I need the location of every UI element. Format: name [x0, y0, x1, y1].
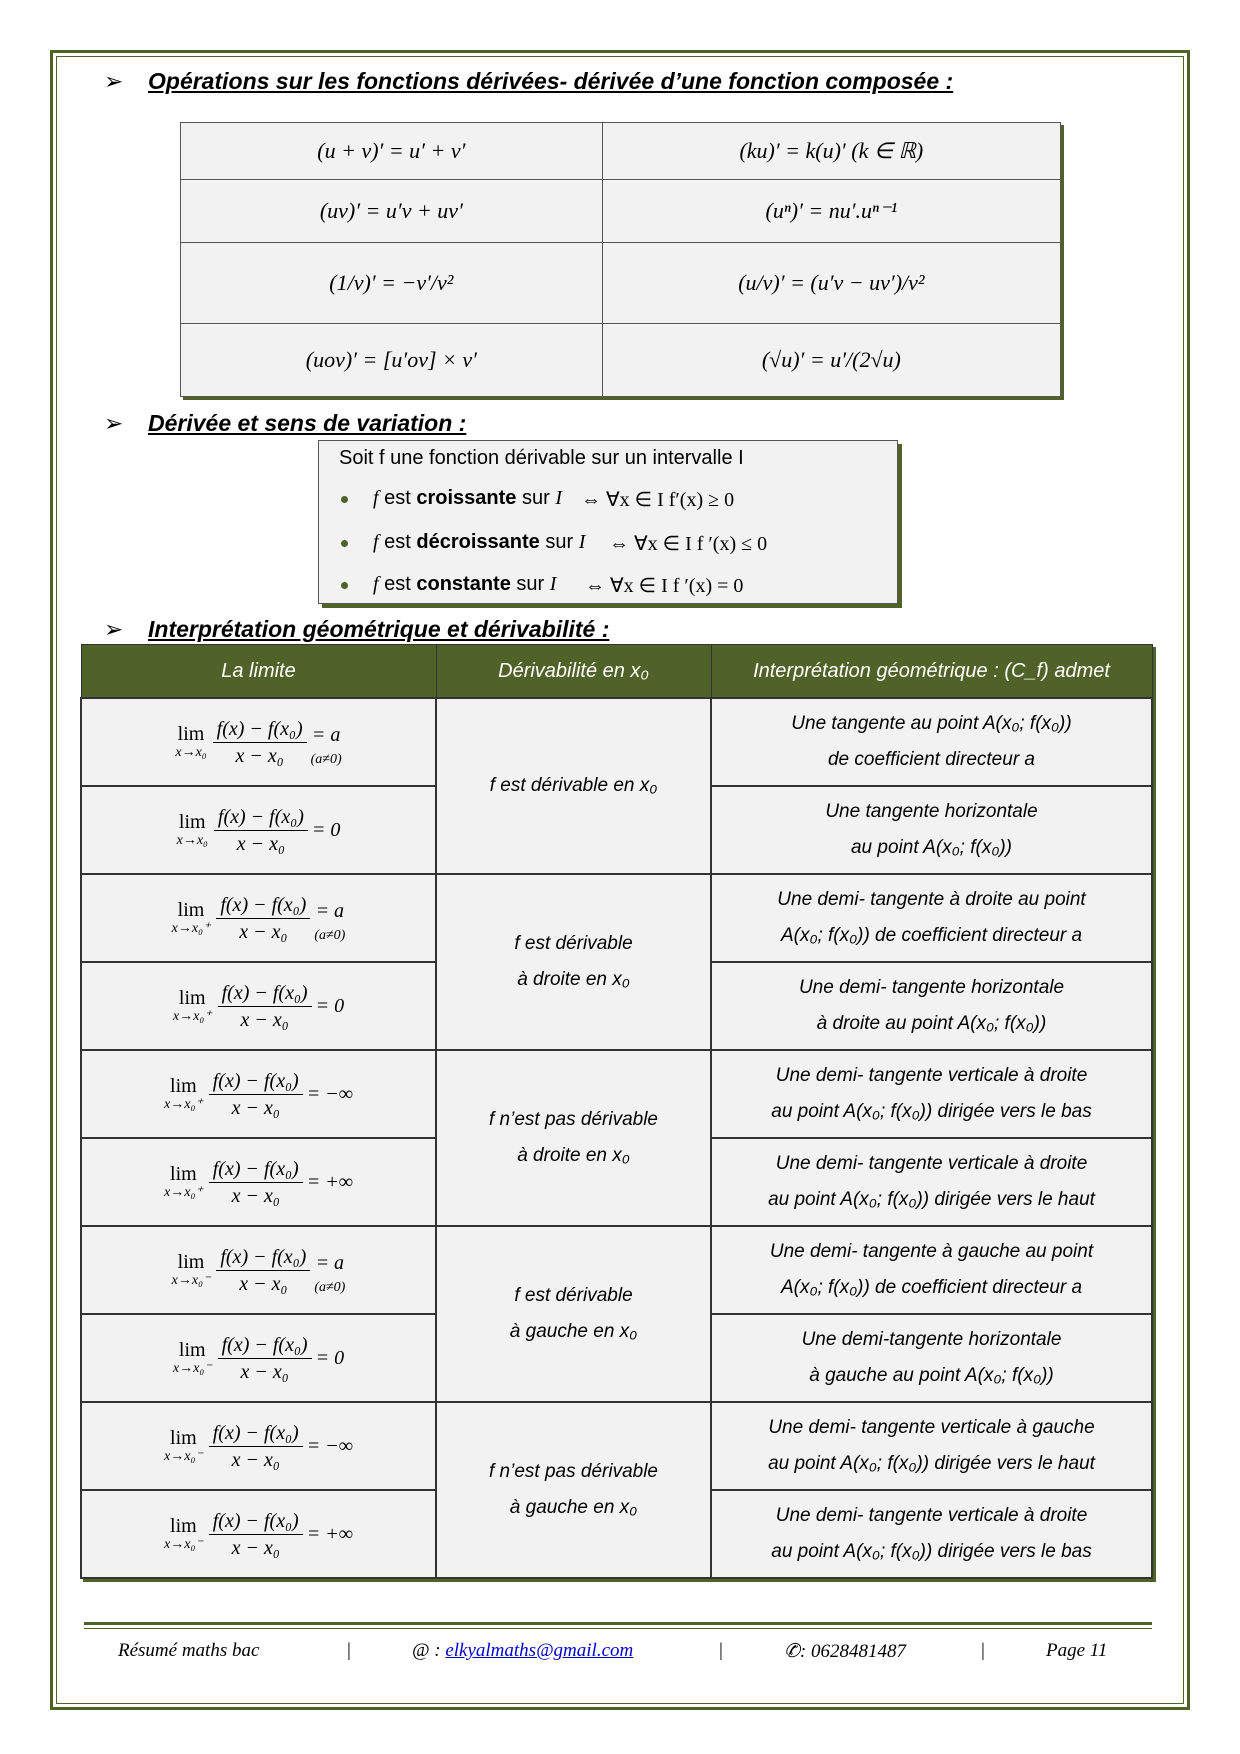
derivability-cell: [436, 1402, 711, 1578]
interpretation-cell: [711, 698, 1152, 786]
section-title: Interprétation géométrique et dérivabilité :: [148, 616, 610, 642]
interpretation-text: Une tangente horizontale: [825, 801, 1038, 822]
limit-result: = 0: [315, 1347, 345, 1369]
lim-operator: lim x→x₀⁻: [172, 1339, 212, 1376]
limit-cell: [81, 1314, 436, 1402]
email-link[interactable]: elkyalmaths@gmail.com: [445, 1640, 634, 1661]
derivability-text: à droite en x₀: [517, 1145, 630, 1166]
interpretation-cell: [711, 1314, 1152, 1402]
section-heading-operations: [104, 68, 953, 95]
derivability-text: f est dérivable en x₀: [489, 775, 658, 796]
interpretation-cell: [711, 1226, 1152, 1314]
interpretation-cell: [711, 1490, 1152, 1578]
derivability-text: f n’est pas dérivable: [489, 1461, 658, 1482]
table-row: [81, 1226, 1152, 1314]
interpretation-text: à gauche au point A(x₀; f(x₀)): [809, 1365, 1054, 1386]
interpretation-text: Une demi- tangente verticale à gauche: [768, 1417, 1095, 1438]
interpretation-cell: [711, 962, 1152, 1050]
interpretation-text: Une demi- tangente verticale à droite: [775, 1505, 1088, 1526]
limit-cell: [81, 874, 436, 962]
derivability-cell: [436, 874, 711, 1050]
rule-cell: (uⁿ)′ = nu′.uⁿ⁻¹: [602, 180, 1060, 243]
limit-cell: [81, 698, 436, 786]
limit-cell: [81, 1490, 436, 1578]
table-row: [81, 1402, 1152, 1490]
bullet-dot-icon: [341, 540, 348, 547]
difference-quotient: $\frac{\text{f(x) − f(x₀)}}{\text{x − x₀}}$: [218, 1332, 312, 1385]
footer-phone: ✆: 0628481487: [784, 1641, 906, 1662]
derivability-text: f n’est pas dérivable: [489, 1109, 658, 1130]
variation-intro: Soit f une fonction dérivable sur un intervalle I: [339, 447, 744, 469]
interpretation-cell: [711, 874, 1152, 962]
limit-cell: [81, 1050, 436, 1138]
variation-statement: f est décroissante sur I: [373, 531, 586, 553]
footer-separator: |: [346, 1640, 352, 1661]
difference-quotient: $\frac{\text{f(x) − f(x₀)}}{\text{x − x₀}}$: [209, 1508, 303, 1561]
interpretation-text: Une demi- tangente verticale à droite: [775, 1065, 1088, 1086]
interpretation-text: Une tangente au point A(x₀; f(x₀)): [791, 713, 1072, 734]
derivability-text: à gauche en x₀: [509, 1497, 638, 1518]
interpretation-cell: [711, 1402, 1152, 1490]
derivative-rules-table: [180, 122, 1061, 397]
derivability-text: f est dérivable: [514, 933, 633, 954]
difference-quotient: $\frac{\text{f(x) − f(x₀)}}{\text{x − x₀}}$: [216, 1244, 310, 1297]
section-title: Dérivée et sens de variation :: [148, 410, 467, 436]
footer-email: @ : elkyalmaths@gmail.com: [412, 1640, 634, 1661]
difference-quotient: $\frac{\text{f(x) − f(x₀)}}{\text{x − x₀}}$: [216, 892, 310, 945]
table-row: [181, 243, 1061, 324]
derivability-cell: [436, 698, 711, 874]
bullet-dot-icon: [341, 582, 348, 589]
variation-box: [318, 440, 898, 604]
section-title: Opérations sur les fonctions dérivées- dérivée d’une fonction composée :: [148, 68, 954, 94]
column-header: La limite: [81, 645, 436, 699]
rule-cell: (u/v)′ = (u′v − uv′)/v²: [602, 243, 1060, 324]
difference-quotient: $\frac{\text{f(x) − f(x₀)}}{\text{x − x₀}}$: [209, 1420, 303, 1473]
lim-operator: lim x→x₀: [175, 723, 207, 760]
footer-separator: |: [718, 1640, 724, 1661]
arrow-bullet-icon: ➢: [104, 616, 124, 642]
lim-operator: lim x→x₀⁻: [164, 1515, 203, 1552]
footer-rule: [84, 1622, 1152, 1625]
limit-cell: [81, 1402, 436, 1490]
derivability-cell: [436, 1050, 711, 1226]
interpretation-cell: [711, 1050, 1152, 1138]
rule-cell: (1/v)′ = −v′/v²: [181, 243, 603, 324]
limit-cell: [81, 1138, 436, 1226]
table-row: [81, 698, 1152, 786]
interpretation-cell: [711, 786, 1152, 874]
interpretation-text: A(x₀; f(x₀)) de coefficient directeur a: [780, 925, 1083, 946]
derivability-cell: [436, 1226, 711, 1402]
limit-result: = a (a≠0): [310, 724, 342, 767]
rule-cell: (√u)′ = u′/(2√u): [602, 324, 1060, 397]
derivability-text: à gauche en x₀: [509, 1321, 638, 1342]
lim-operator: lim x→x₀: [176, 811, 208, 848]
lim-operator: lim x→x₀⁻: [164, 1427, 203, 1464]
lim-operator: lim x→x₀⁺: [164, 1163, 203, 1200]
limit-cell: [81, 1226, 436, 1314]
difference-quotient: $\frac{\text{f(x) − f(x₀)}}{\text{x − x₀}}$: [213, 716, 307, 769]
table-row: [81, 874, 1152, 962]
limit-cell: [81, 962, 436, 1050]
table-row: [181, 324, 1061, 397]
table-header-row: [81, 645, 1152, 699]
section-heading-variation: [104, 410, 466, 437]
rule-cell: (u + v)′ = u′ + v′: [181, 123, 603, 180]
difference-quotient: $\frac{\text{f(x) − f(x₀)}}{\text{x − x₀}}$: [209, 1068, 303, 1121]
variation-equivalence: ⇔ ∀x ∈ I f ′(x) ≤ 0: [609, 533, 768, 555]
variation-statement: f est croissante sur I: [373, 487, 563, 509]
limit-result: = −∞: [306, 1083, 353, 1105]
rule-cell: (uv)′ = u′v + uv′: [181, 180, 603, 243]
limit-result: = +∞: [306, 1523, 353, 1545]
limit-cell: [81, 786, 436, 874]
lim-operator: lim x→x₀⁺: [171, 899, 211, 936]
interpretation-cell: [711, 1138, 1152, 1226]
footer-page-number: Page 11: [1046, 1640, 1108, 1661]
footer-title: Résumé maths bac: [118, 1640, 260, 1661]
interpretation-text: Une demi- tangente horizontale: [798, 977, 1065, 998]
table-row: [181, 123, 1061, 180]
limit-result: = 0: [311, 819, 341, 841]
limit-result: = a (a≠0): [314, 1252, 346, 1295]
difference-quotient: $\frac{\text{f(x) − f(x₀)}}{\text{x − x₀}}$: [218, 980, 312, 1033]
interpretation-text: A(x₀; f(x₀)) de coefficient directeur a: [780, 1277, 1083, 1298]
interpretation-text: Une demi- tangente à gauche au point: [769, 1241, 1094, 1262]
difference-quotient: $\frac{\text{f(x) − f(x₀)}}{\text{x − x₀}}$: [209, 1156, 303, 1209]
derivability-text: f est dérivable: [514, 1285, 633, 1306]
limit-result: = a (a≠0): [314, 900, 346, 943]
limit-result: = 0: [315, 995, 345, 1017]
interpretation-text: Une demi- tangente verticale à droite: [775, 1153, 1088, 1174]
rule-cell: (uov)′ = [u′ov] × v′: [181, 324, 603, 397]
variation-statement: f est constante sur I: [373, 573, 557, 595]
geometric-interpretation-table: [80, 644, 1153, 1579]
arrow-bullet-icon: ➢: [104, 68, 124, 94]
variation-equivalence: ⇔ ∀x ∈ I f′(x) ≥ 0: [581, 489, 735, 511]
interpretation-text: au point A(x₀; f(x₀)) dirigée vers le bas: [771, 1541, 1092, 1562]
lim-operator: lim x→x₀⁻: [171, 1251, 211, 1288]
variation-equivalence: ⇔ ∀x ∈ I f ′(x) = 0: [585, 575, 744, 597]
bullet-dot-icon: [341, 496, 348, 503]
lim-operator: lim x→x₀⁺: [164, 1075, 203, 1112]
interpretation-text: au point A(x₀; f(x₀)) dirigée vers le haut: [768, 1189, 1095, 1210]
limit-result: = +∞: [306, 1171, 353, 1193]
footer-separator: |: [980, 1640, 986, 1661]
rule-cell: (ku)′ = k(u)′ (k ∈ ℝ): [602, 123, 1060, 180]
section-heading-interpretation: [104, 616, 609, 643]
interpretation-text: de coefficient directeur a: [827, 749, 1035, 770]
interpretation-text: Une demi- tangente à droite au point: [777, 889, 1086, 910]
arrow-bullet-icon: ➢: [104, 410, 124, 436]
interpretation-text: au point A(x₀; f(x₀)) dirigée vers le bas: [771, 1101, 1092, 1122]
lim-operator: lim x→x₀⁺: [172, 987, 212, 1024]
interpretation-text: à droite au point A(x₀; f(x₀)): [816, 1013, 1047, 1034]
column-header: Interprétation géométrique : (C_f) admet: [711, 645, 1152, 699]
interpretation-text: Une demi-tangente horizontale: [801, 1329, 1062, 1350]
difference-quotient: $\frac{\text{f(x) − f(x₀)}}{\text{x − x₀}}$: [214, 804, 308, 857]
table-row: [181, 180, 1061, 243]
table-row: [81, 1050, 1152, 1138]
interpretation-text: au point A(x₀; f(x₀)): [850, 837, 1013, 858]
column-header: Dérivabilité en x₀: [436, 645, 711, 699]
limit-result: = −∞: [306, 1435, 353, 1457]
interpretation-text: au point A(x₀; f(x₀)) dirigée vers le haut: [768, 1453, 1095, 1474]
derivability-text: à droite en x₀: [517, 969, 630, 990]
footer-rule: [84, 1628, 1152, 1629]
